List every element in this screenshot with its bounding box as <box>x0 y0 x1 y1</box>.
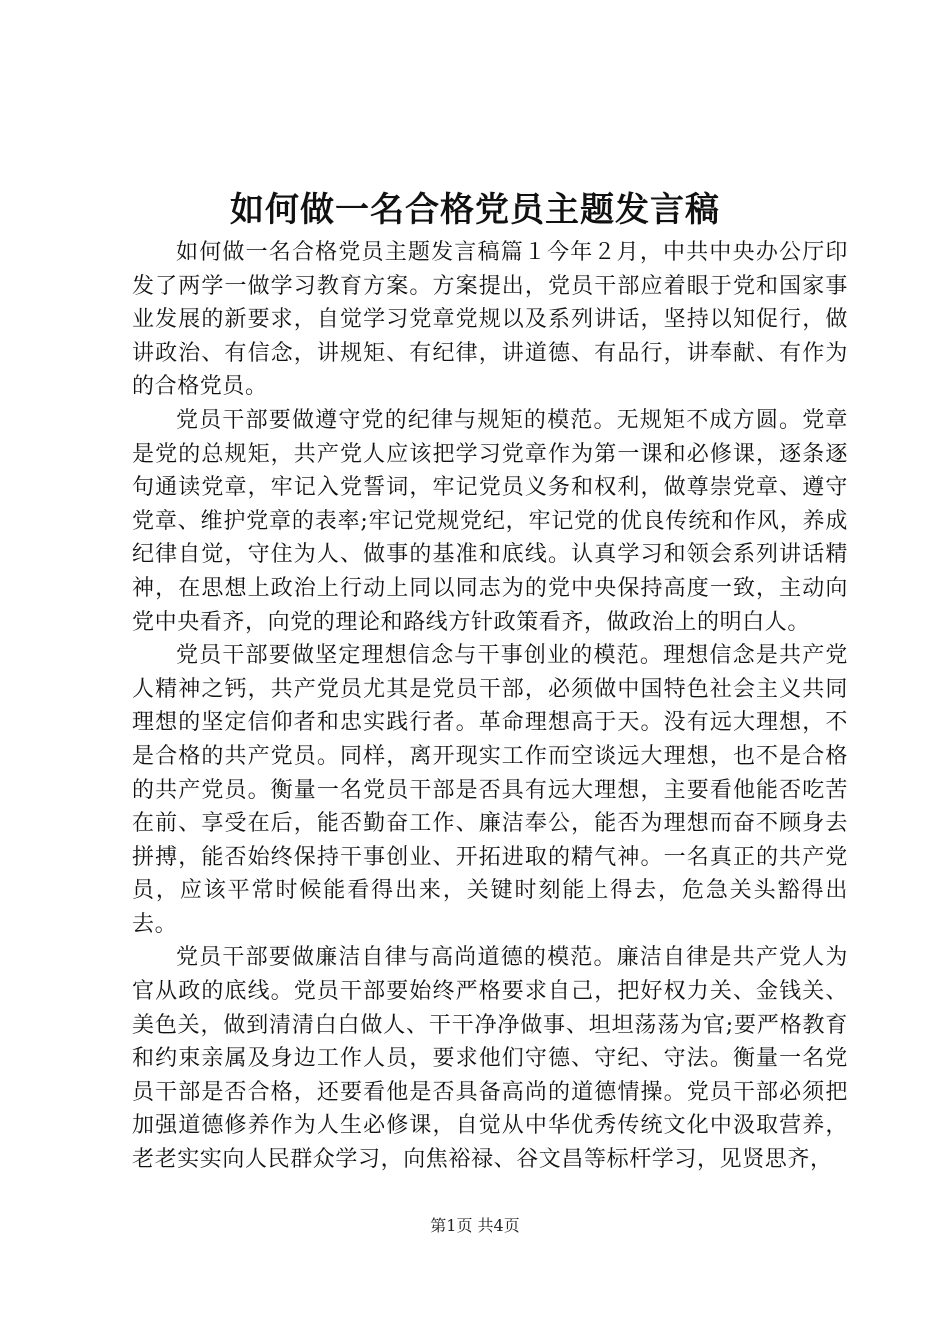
paragraph-discipline: 党员干部要做遵守党的纪律与规矩的模范。无规矩不成方圆。党章是党的总规矩，共产党人应该把学习党章作为第一课和必修课，逐条逐句通读党章，牢记入党誓词，牢记党员义务和权利，做尊崇党章、遵守党章、维护党章的表率;牢记党规党纪，牢记党的优良传统和作风，养成纪律自觉，守住为人、做事的基准和底线。认真学习和领会系列讲话精神，在思想上政治上行动上同以同志为的党中央保持高度一致，主动向党中央看齐，向党的理论和路线方针政策看齐，做政治上的明白人。 <box>132 407 848 635</box>
document-title: 如何做一名合格党员主题发言稿 <box>230 190 720 230</box>
paragraph-intro: 如何做一名合格党员主题发言稿篇１今年２月，中共中央办公厅印发了两学一做学习教育方案。方案提出，党员干部应着眼于党和国家事业发展的新要求，自觉学习党章党规以及系列讲话，坚持以知促行，做讲政治、有信念，讲规矩、有纪律，讲道德、有品行，讲奉献、有作为的合格党员。 <box>132 240 848 400</box>
paragraph-ideals: 党员干部要做坚定理想信念与干事创业的模范。理想信念是共产党人精神之钙，共产党员尤其是党员干部，必须做中国特色社会主义共同理想的坚定信仰者和忠实践行者。革命理想高于天。没有远大理想，不是合格的共产党员。同样，离开现实工作而空谈远大理想，也不是合格的共产党员。衡量一名党员干部是否具有远大理想，主要看他能否吃苦在前、享受在后，能否勤奋工作、廉洁奉公，能否为理想而奋不顾身去拼搏，能否始终保持干事创业、开拓进取的精气神。一名真正的共产党员，应该平常时候能看得出来，关键时刻能上得去，危急关头豁得出去。 <box>132 643 848 937</box>
page-number-footer: 第1页 共4页 <box>430 1216 520 1235</box>
document-body <box>132 236 848 1177</box>
paragraph-integrity: 党员干部要做廉洁自律与高尚道德的模范。廉洁自律是共产党人为官从政的底线。党员干部要始终严格要求自己，把好权力关、金钱关、美色关，做到清清白白做人、干干净净做事、坦坦荡荡为官;要严格教育和约束亲属及身边工作人员，要求他们守德、守纪、守法。衡量一名党员干部是否合格，还要看他是否具备高尚的道德情操。党员干部必须把加强道德修养作为人生必修课，自觉从中华优秀传统文化中汲取营养，老老实实向人民群众学习，向焦裕禄、谷文昌等标杆学习，见贤思齐， <box>132 945 848 1173</box>
